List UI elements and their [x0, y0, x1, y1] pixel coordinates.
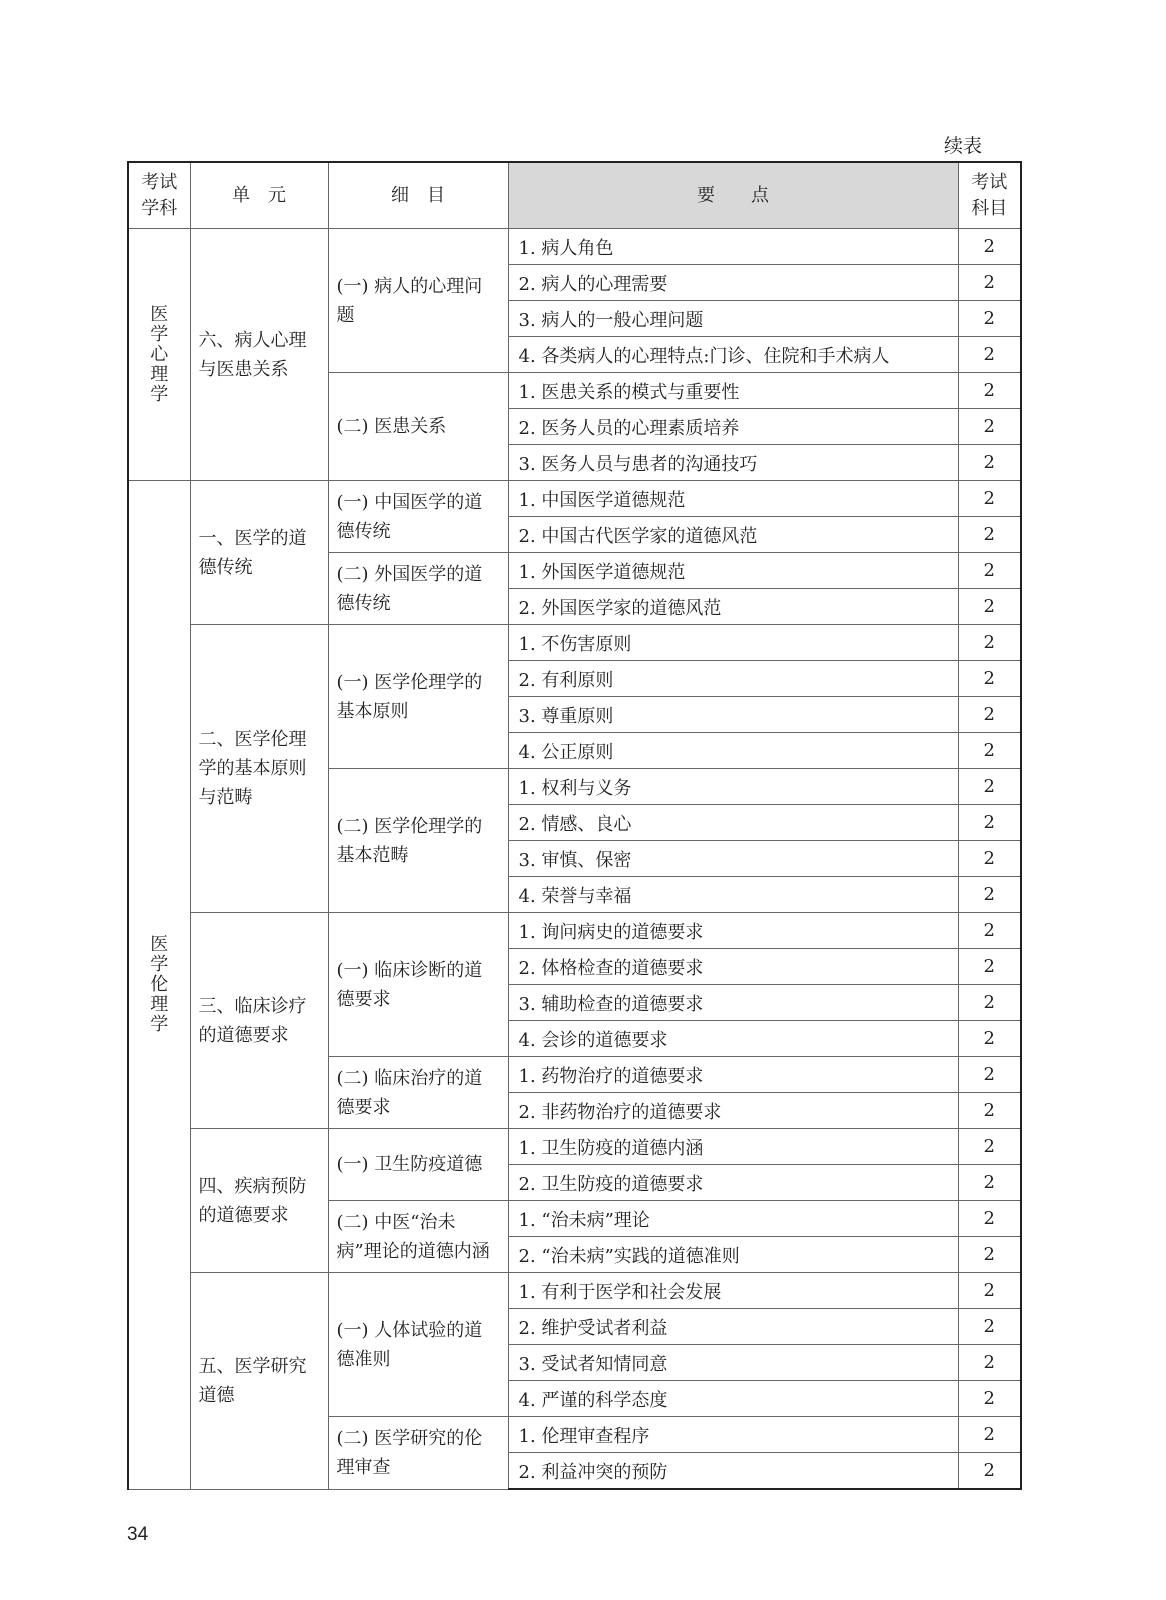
- subject-name: 医学心理学: [150, 303, 169, 405]
- table-row: [128, 1129, 1021, 1165]
- level-cell: 2: [958, 1417, 1021, 1453]
- level-cell: 2: [958, 625, 1021, 661]
- level-cell: 2: [958, 985, 1021, 1021]
- level-cell: 2: [958, 1021, 1021, 1057]
- level-cell: 2: [958, 1345, 1021, 1381]
- point-cell: 4. 会诊的道德要求: [508, 1021, 958, 1057]
- point-cell: 1. 卫生防疫的道德内涵: [508, 1129, 958, 1165]
- point-cell: 1. 询问病史的道德要求: [508, 913, 958, 949]
- level-cell: 2: [958, 589, 1021, 625]
- unit-cell: 四、疾病预防的道德要求: [190, 1129, 328, 1273]
- level-cell: 2: [958, 1237, 1021, 1273]
- level-cell: 2: [958, 1057, 1021, 1093]
- point-cell: 1. 有利于医学和社会发展: [508, 1273, 958, 1309]
- point-cell: 2. 中国古代医学家的道德风范: [508, 517, 958, 553]
- level-cell: 2: [958, 553, 1021, 589]
- level-cell: 2: [958, 301, 1021, 337]
- point-cell: 2. 体格检查的道德要求: [508, 949, 958, 985]
- header-point: 要 点: [508, 162, 958, 229]
- table-row: [128, 625, 1021, 661]
- level-cell: 2: [958, 949, 1021, 985]
- table-body: [128, 162, 1021, 1489]
- point-cell: 1. 伦理审查程序: [508, 1417, 958, 1453]
- header-unit: 单 元: [190, 162, 328, 229]
- point-cell: 3. 尊重原则: [508, 697, 958, 733]
- point-cell: 3. 受试者知情同意: [508, 1345, 958, 1381]
- level-cell: 2: [958, 481, 1021, 517]
- item-cell: (二) 临床治疗的道德要求: [328, 1057, 508, 1129]
- level-cell: 2: [958, 445, 1021, 481]
- syllabus-table: [127, 161, 1022, 1490]
- level-cell: 2: [958, 805, 1021, 841]
- level-cell: 2: [958, 733, 1021, 769]
- table-row: [128, 229, 1021, 265]
- continued-label: 续表: [944, 135, 983, 157]
- unit-cell: 一、医学的道德传统: [190, 481, 328, 625]
- point-cell: 4. 严谨的科学态度: [508, 1381, 958, 1417]
- point-cell: 4. 各类病人的心理特点:门诊、住院和手术病人: [508, 337, 958, 373]
- point-cell: 2. 医务人员的心理素质培养: [508, 409, 958, 445]
- header-level-text: 考试科目: [971, 171, 1008, 219]
- level-cell: 2: [958, 1093, 1021, 1129]
- point-cell: 2. 非药物治疗的道德要求: [508, 1093, 958, 1129]
- level-cell: 2: [958, 841, 1021, 877]
- item-cell: (一) 人体试验的道德准则: [328, 1273, 508, 1417]
- level-cell: 2: [958, 1453, 1021, 1490]
- point-cell: 2. 有利原则: [508, 661, 958, 697]
- point-cell: 2. 利益冲突的预防: [508, 1453, 958, 1490]
- header-level: [958, 162, 1021, 229]
- item-cell: (二) 医患关系: [328, 373, 508, 481]
- header-subject-text: 考试学科: [141, 171, 178, 219]
- table-row: [128, 481, 1021, 517]
- unit-cell: 三、临床诊疗的道德要求: [190, 913, 328, 1129]
- level-cell: 2: [958, 877, 1021, 913]
- point-cell: 3. 辅助检查的道德要求: [508, 985, 958, 1021]
- level-cell: 2: [958, 409, 1021, 445]
- unit-cell: 五、医学研究道德: [190, 1273, 328, 1490]
- point-cell: 3. 审慎、保密: [508, 841, 958, 877]
- level-cell: 2: [958, 1165, 1021, 1201]
- item-cell: (二) 医学研究的伦理审查: [328, 1417, 508, 1490]
- unit-cell: 二、医学伦理学的基本原则与范畴: [190, 625, 328, 913]
- table-row: [128, 1273, 1021, 1309]
- item-cell: (一) 病人的心理问题: [328, 229, 508, 373]
- point-cell: 1. 权利与义务: [508, 769, 958, 805]
- point-cell: 2. 卫生防疫的道德要求: [508, 1165, 958, 1201]
- item-cell: (二) 外国医学的道德传统: [328, 553, 508, 625]
- level-cell: 2: [958, 913, 1021, 949]
- point-cell: 3. 病人的一般心理问题: [508, 301, 958, 337]
- level-cell: 2: [958, 517, 1021, 553]
- point-cell: 1. 药物治疗的道德要求: [508, 1057, 958, 1093]
- level-cell: 2: [958, 1309, 1021, 1345]
- point-cell: 1. 中国医学道德规范: [508, 481, 958, 517]
- point-cell: 2. 情感、良心: [508, 805, 958, 841]
- item-cell: (二) 医学伦理学的基本范畴: [328, 769, 508, 913]
- unit-cell: 六、病人心理与医患关系: [190, 229, 328, 481]
- item-cell: (二) 中医“治未病”理论的道德内涵: [328, 1201, 508, 1273]
- point-cell: 2. 病人的心理需要: [508, 265, 958, 301]
- point-cell: 3. 医务人员与患者的沟通技巧: [508, 445, 958, 481]
- point-cell: 2. “治未病”实践的道德准则: [508, 1237, 958, 1273]
- level-cell: 2: [958, 1273, 1021, 1309]
- level-cell: 2: [958, 769, 1021, 805]
- item-cell: (一) 临床诊断的道德要求: [328, 913, 508, 1057]
- level-cell: 2: [958, 1201, 1021, 1237]
- level-cell: 2: [958, 373, 1021, 409]
- subject-name: 医学伦理学: [150, 933, 169, 1035]
- point-cell: 1. 病人角色: [508, 229, 958, 265]
- table-row: [128, 913, 1021, 949]
- level-cell: 2: [958, 697, 1021, 733]
- item-cell: (一) 卫生防疫道德: [328, 1129, 508, 1201]
- point-cell: 1. “治未病”理论: [508, 1201, 958, 1237]
- level-cell: 2: [958, 1381, 1021, 1417]
- subject-cell: [128, 229, 190, 481]
- header-item: 细 目: [328, 162, 508, 229]
- item-cell: (一) 中国医学的道德传统: [328, 481, 508, 553]
- level-cell: 2: [958, 229, 1021, 265]
- level-cell: 2: [958, 661, 1021, 697]
- item-cell: (一) 医学伦理学的基本原则: [328, 625, 508, 769]
- level-cell: 2: [958, 1129, 1021, 1165]
- point-cell: 2. 维护受试者利益: [508, 1309, 958, 1345]
- point-cell: 4. 荣誉与幸福: [508, 877, 958, 913]
- level-cell: 2: [958, 337, 1021, 373]
- point-cell: 1. 不伤害原则: [508, 625, 958, 661]
- point-cell: 1. 医患关系的模式与重要性: [508, 373, 958, 409]
- point-cell: 2. 外国医学家的道德风范: [508, 589, 958, 625]
- header-subject: [128, 162, 190, 229]
- point-cell: 1. 外国医学道德规范: [508, 553, 958, 589]
- level-cell: 2: [958, 265, 1021, 301]
- point-cell: 4. 公正原则: [508, 733, 958, 769]
- page-number: 34: [127, 1524, 149, 1545]
- subject-cell: [128, 481, 190, 1490]
- header-row: [128, 162, 1021, 229]
